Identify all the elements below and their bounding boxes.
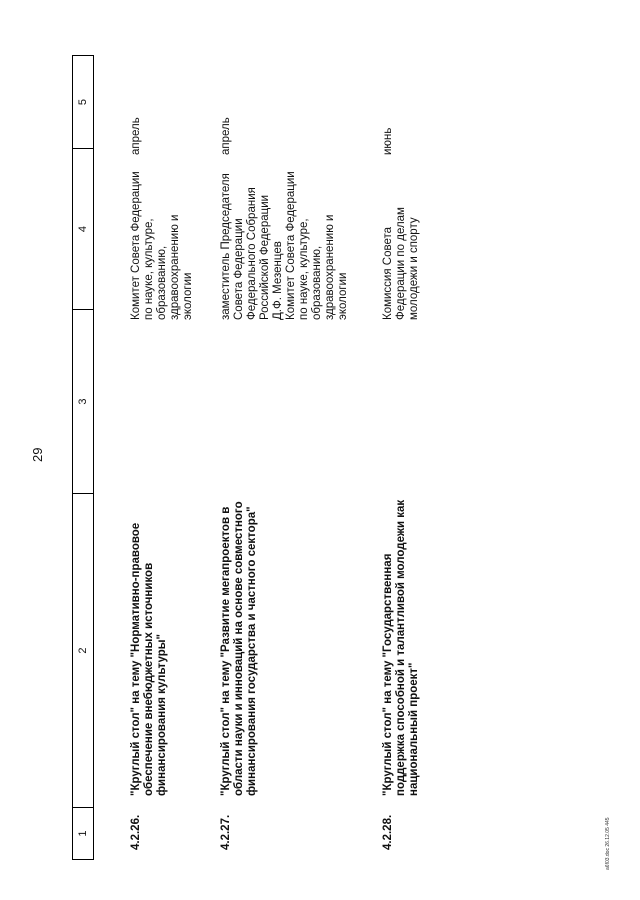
- responsible-line: Федерального Собрания: [246, 187, 258, 320]
- responsible-line: образованию,: [156, 245, 168, 320]
- document-footer: a6f03.doc 26.12.05 445: [605, 817, 611, 870]
- event-date: апрель: [130, 117, 142, 155]
- item-number: 4.2.27.: [220, 814, 232, 850]
- responsible-line: заместитель Председателя: [220, 173, 232, 320]
- responsible-line: Российской Федерации: [259, 194, 271, 320]
- event-topic: "Круглый стол" на тему "Государственная поддержка способной и талантливой молодежи как национальный проект": [382, 499, 420, 796]
- event-date: апрель: [220, 117, 232, 155]
- page-number: 29: [30, 447, 45, 462]
- responsible-line: образованию,: [311, 245, 323, 320]
- responsible-line: Комитет Совета Федерации: [285, 171, 297, 320]
- column-header-5: 5: [77, 98, 89, 106]
- column-header-table: [72, 55, 94, 860]
- column-header-1: 1: [73, 807, 93, 859]
- event-topic: "Круглый стол" на тему "Нормативно-правовое обеспечение внебюджетных источников финансирования культуры": [130, 522, 168, 796]
- responsible-line: Д.Ф. Мезенцев: [272, 241, 284, 320]
- responsible-line: Комитет Совета Федерации: [130, 171, 142, 320]
- responsible-line: Комиссия Совета: [382, 227, 394, 320]
- item-number: 4.2.26.: [130, 814, 142, 850]
- responsible-line: молодежи и спорту: [408, 217, 420, 320]
- responsible-party: [130, 170, 195, 320]
- responsible-party: [382, 170, 421, 320]
- column-header-4: 4: [73, 148, 93, 309]
- event-date: июнь: [382, 127, 394, 155]
- responsible-line: по науке, культуре,: [143, 218, 155, 320]
- column-header-2: 2: [73, 493, 93, 807]
- responsible-line: экологии: [182, 272, 194, 320]
- responsible-line: по науке, культуре,: [298, 218, 310, 320]
- column-header-3: 3: [73, 309, 93, 493]
- event-topic: "Круглый стол" на тему "Развитие мегапроектов в области науки и инноваций на основе совместного финансирования государства и частного сектора": [220, 501, 258, 796]
- responsible-line: экологии: [337, 272, 349, 320]
- responsible-line: Федерации по делам: [395, 207, 407, 320]
- responsible-party: [220, 170, 350, 320]
- responsible-line: здравоохранению и: [169, 214, 181, 320]
- item-number: 4.2.28.: [382, 814, 394, 850]
- responsible-line: здравоохранению и: [324, 214, 336, 320]
- responsible-line: Совета Федерации: [233, 218, 245, 320]
